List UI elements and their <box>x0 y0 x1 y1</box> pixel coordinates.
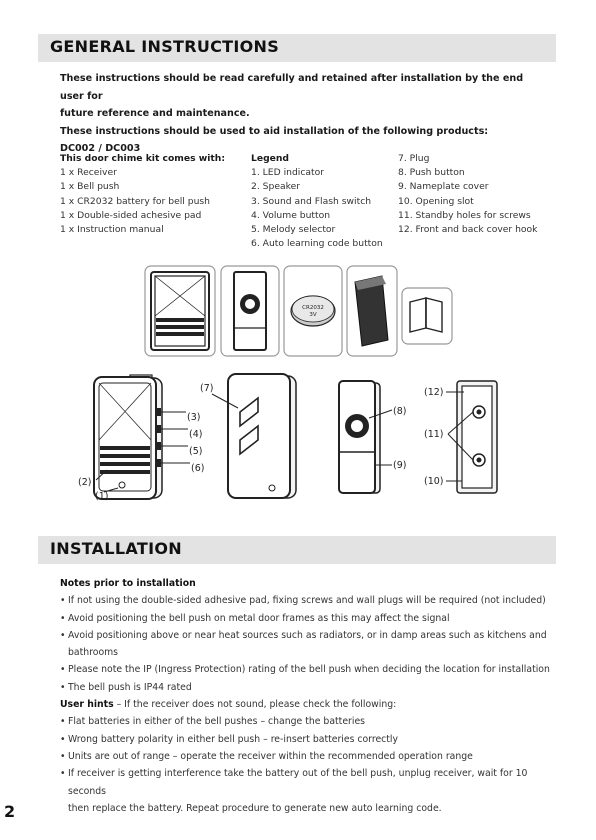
note-item: • If not using the double-sided adhesive pad, fixing screws and wall plugs will be required (not included) <box>60 592 550 609</box>
intro-text <box>60 70 550 158</box>
battery-label: CR2032 <box>302 305 324 311</box>
kit-item: 1 x Receiver <box>60 167 117 179</box>
general-instructions-title: GENERAL INSTRUCTIONS <box>50 37 280 56</box>
callout-5: (5) <box>189 446 203 457</box>
hint-item: • Units are out of range – operate the receiver within the recommended operation range <box>60 748 550 765</box>
user-hints-text: – If the receiver does not sound, please check the following: <box>113 699 397 711</box>
legend-column-1 <box>251 152 383 251</box>
note-item-continued: bathrooms <box>68 647 119 659</box>
callout-9: (9) <box>393 460 407 471</box>
callout-10: (10) <box>424 476 444 487</box>
kit-item: 1 x Instruction manual <box>60 224 164 236</box>
legend-item: 2. Speaker <box>251 181 301 193</box>
callout-11: (11) <box>424 429 444 440</box>
kit-heading: This door chime kit comes with: <box>60 153 226 164</box>
kit-item: 1 x Double-sided achesive pad <box>60 209 202 221</box>
manual-thumbnail <box>402 288 452 344</box>
note-item: • Avoid positioning the bell push on metal door frames as this may affect the signal <box>60 610 550 627</box>
legend-item: 1. LED indicator <box>251 167 325 179</box>
adhesive-pad-thumbnail <box>347 266 397 356</box>
callout-4: (4) <box>189 429 203 440</box>
intro-line: future reference and maintenance. <box>60 108 250 119</box>
legend-item: 11. Standby holes for screws <box>398 209 531 221</box>
user-hints-line <box>60 696 550 713</box>
product-codes: DC002 / DC003 <box>60 143 141 154</box>
note-item: • The bell push is IP44 rated <box>60 679 550 696</box>
hint-item-continued: then replace the battery. Repeat procedure to generate new auto learning code. <box>68 802 442 814</box>
hint-item: • If receiver is getting interference take the battery out of the bell push, unplug receiver, wait for 10 seconds <box>60 765 550 800</box>
legend-item: 8. Push button <box>398 167 465 179</box>
bell-push-back-diagram <box>424 381 497 493</box>
intro-line: These instructions should be used to aid installation of the following products: <box>60 125 489 137</box>
legend-item: 10. Opening slot <box>398 195 474 207</box>
callout-6: (6) <box>191 463 205 474</box>
product-diagram <box>0 260 596 515</box>
legend-item: 6. Auto learning code button <box>251 238 383 250</box>
kit-item: 1 x CR2032 battery for bell push <box>60 195 211 207</box>
notes-heading: Notes prior to installation <box>60 578 196 589</box>
hint-item: • Flat batteries in either of the bell pushes – change the batteries <box>60 713 550 730</box>
note-item: • Avoid positioning above or near heat sources such as radiators, or in damp areas such as kitchens and <box>60 627 550 644</box>
installation-header <box>38 536 556 564</box>
page-number: 2 <box>4 802 16 821</box>
receiver-thumbnail <box>145 266 215 356</box>
receiver-front-diagram <box>78 375 204 502</box>
legend-item: 5. Melody selector <box>251 224 336 236</box>
kit-item: 1 x Bell push <box>60 181 120 193</box>
intro-line: These instructions should be read carefully and retained after installation by the end user for <box>60 73 524 102</box>
receiver-back-diagram <box>200 374 296 498</box>
hint-item: • Wrong battery polarity in either bell push – re-insert batteries correctly <box>60 731 550 748</box>
callout-1: (1) <box>95 491 109 502</box>
callout-3: (3) <box>187 412 201 423</box>
legend-column-2 <box>398 152 538 237</box>
legend-item: 4. Volume button <box>251 209 331 221</box>
legend-item: 9. Nameplate cover <box>398 181 489 193</box>
callout-8: (8) <box>393 406 407 417</box>
bell-push-thumbnail <box>221 266 279 356</box>
legend-item: 3. Sound and Flash switch <box>251 195 372 207</box>
legend-item: 7. Plug <box>398 153 430 164</box>
general-instructions-header <box>38 34 556 62</box>
callout-2: (2) <box>78 477 92 488</box>
legend-item: 12. Front and back cover hook <box>398 224 538 236</box>
battery-voltage: 3V <box>309 312 317 318</box>
callout-7: (7) <box>200 383 214 394</box>
note-item: • Please note the IP (Ingress Protection) rating of the bell push when deciding the location for installation <box>60 661 550 678</box>
callout-12: (12) <box>424 387 444 398</box>
kit-contents <box>60 152 225 237</box>
legend-heading: Legend <box>251 153 290 164</box>
battery-thumbnail <box>284 266 342 356</box>
installation-notes <box>60 575 550 817</box>
user-hints-label: User hints <box>60 699 114 711</box>
bell-push-front-diagram <box>339 381 406 493</box>
installation-title: INSTALLATION <box>50 539 182 558</box>
